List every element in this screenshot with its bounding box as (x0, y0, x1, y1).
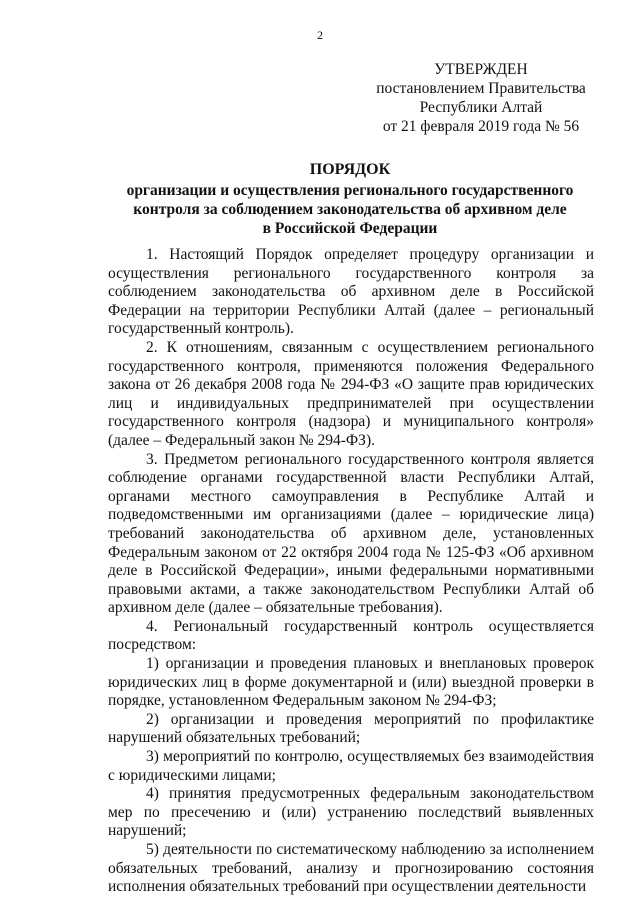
paragraph: 1. Настоящий Порядок определяет процедуру организации и осуществления регионального государственного контроля за соблюдением законодательства об архивном деле в Российской Федерации на территории Республики Алтай (далее – региональный государственный контроль). (108, 246, 594, 338)
title-main: ПОРЯДОК (309, 161, 391, 178)
title-line: в Российской Федерации (262, 220, 438, 237)
approval-line: Республики Алтай (419, 99, 543, 116)
paragraph: 3. Предметом регионального государственного контроля является соблюдение органами государственной власти Республики Алтай, органами местного самоуправления в Республике Алтай и подведомственными им организациями (далее – юридические лица) требований законодательства об архивном деле, установленных Федеральным законом от 22 октября 2004 года № 125-ФЗ «Об архивном деле в Российской Федерации», иными федеральными нормативными правовыми актами, а также законодательством Республики Алтай об архивном деле (далее – обязательные требования). (108, 450, 594, 617)
approval-line: от 21 февраля 2019 года № 56 (382, 118, 580, 135)
page-number: 2 (317, 28, 323, 42)
paragraph: 5) деятельности по систематическому наблюдению за исполнением обязательных требований, анализу и прогнозированию состояния исполнения обязательных требований при осуществлении деятельности (108, 841, 594, 896)
paragraph: 4) принятия предусмотренных федеральным законодательством мер по пресечению и (или) устранению последствий выявленных нарушений; (108, 785, 594, 840)
approval-stamp (356, 60, 606, 136)
paragraph: 2. К отношениям, связанным с осуществлением регионального государственного контроля, применяются положения Федерального закона от 26 декабря 2008 года № 294-ФЗ «О защите прав юридических лиц и индивидуальных предпринимателей при осуществлении государственного контроля (надзора) и муниципального контроля» (далее – Федеральный закон № 294-ФЗ). (108, 338, 594, 449)
paragraph: 4. Региональный государственный контроль осуществляется посредством: (108, 617, 594, 654)
approval-heading: УТВЕРЖДЕН (434, 61, 528, 78)
document-title (110, 160, 590, 238)
paragraph: 3) мероприятий по контролю, осуществляемых без взаимодействия с юридическими лицами; (108, 748, 594, 784)
paragraph: 2) организации и проведения мероприятий по профилактике нарушений обязательных требований; (108, 710, 594, 747)
title-line: организации и осуществления регионального государственного (126, 182, 574, 199)
paragraph: 1) организации и проведения плановых и внеплановых проверок юридических лиц в форме документарной и (или) выездной проверки в порядке, установленном Федеральным законом № 294-ФЗ; (108, 655, 594, 710)
document-body (108, 246, 594, 897)
approval-line: постановлением Правительства (376, 80, 586, 97)
title-line: контроля за соблюдением законодательства об архивном деле (133, 201, 567, 218)
